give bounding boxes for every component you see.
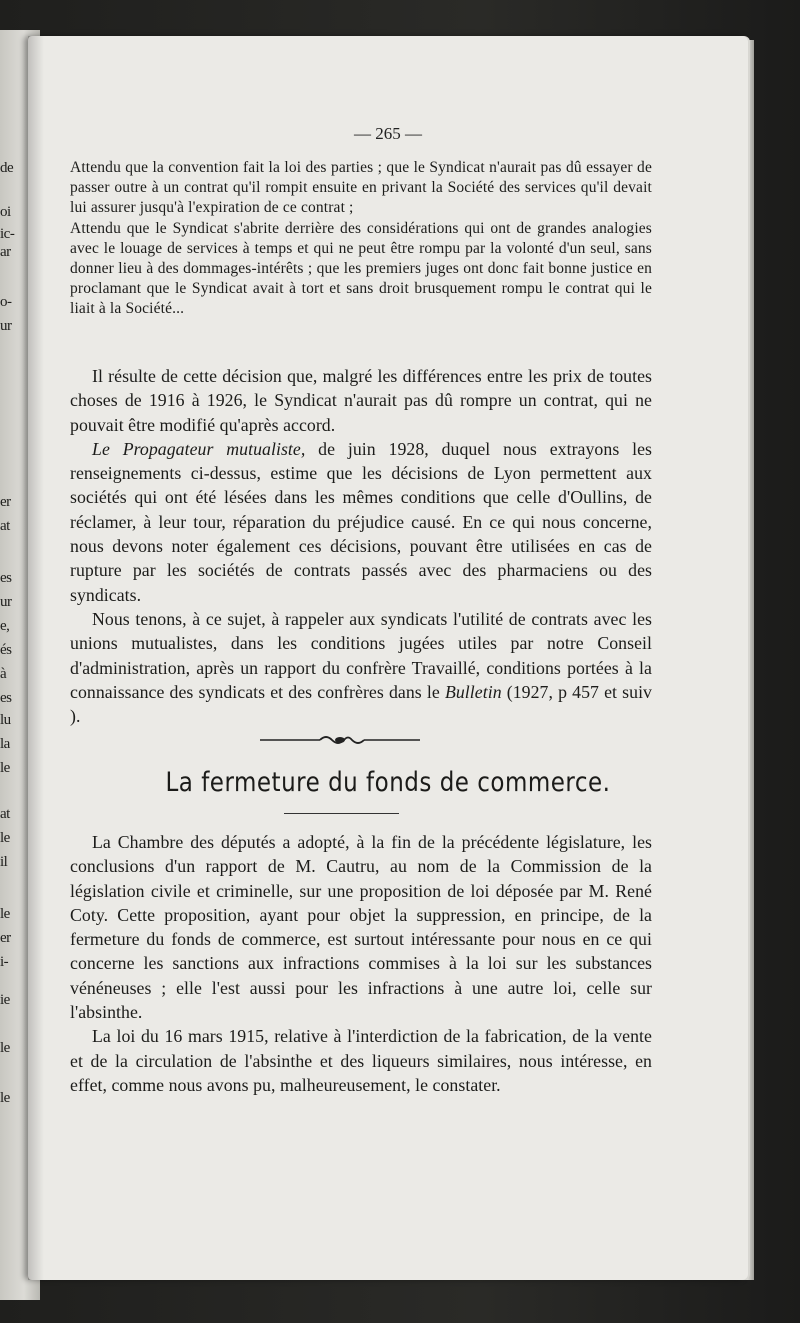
facing-page-fragment: o- [0,294,12,310]
body-paragraph [70,607,652,728]
section-heading: La fermeture du fonds de commerce. [165,768,611,798]
body-paragraph: La loi du 16 mars 1915, relative à l'interdiction de la fabrication, de la vente et de la circulation de l'absinthe et des liqueurs similaires, nous intéresse, en effet, comme nous avons pu, malheureusement, le constater. [70,1026,652,1095]
facing-page-fragment: oi [0,204,11,220]
quote-paragraph: Attendu que le Syndicat s'abrite derrière des considérations qui ont de grandes analogies avec le louage de services à temps et qui ne peut être rompu par la volonté d'un seul, sans donner lieu à des dommages-intérêts ; que les premiers juges ont donc fait bonne justice en proclamant que le Syndicat avait à tort et sans droit brusquement rompu le contrat qui le liait à la Société... [70,219,652,318]
facing-page-fragment: at [0,518,10,534]
facing-page-fragment: ur [0,594,12,610]
publication-title: Bulletin [444,681,502,702]
section-body [70,830,652,1097]
facing-page-fragment: la [0,736,10,752]
page-number: — 265 — [354,124,422,143]
facing-page-fragment: ur [0,318,12,334]
facing-page-fragment: at [0,806,10,822]
facing-page-fragment: es [0,570,12,586]
facing-page-fragment: le [0,1090,10,1106]
body-text-run: (1927, p 457 et suiv ). [70,681,652,727]
body-paragraph: Il résulte de cette décision que, malgré les différences entre les prix de toutes choses de 1916 à 1926, le Syndicat n'aurait pas dû rompre un contrat, qui ne pouvait être modifié qu'après accord. [70,366,652,435]
body-text-run: de juin 1928, duquel nous extrayons les renseignements ci-dessus, estime que les décisions de Lyon permettent aux sociétés qui ont été lésées dans les mêmes conditions que celle d'Oullins, de réclamer, à leur tour, réparation du préjudice causé. En ce qui nous concerne, nous devons noter également ces décisions, pouvant être utilisées en cas de rupture par les sociétés de contrats passés avec des pharmaciens ou des syndicats. [70,438,652,605]
facing-page-fragment: lu [0,712,11,728]
facing-page-fragment: à [0,666,7,682]
quote-paragraph: Attendu que la convention fait la loi des parties ; que le Syndicat n'aurait pas dû essayer de passer outre à un contrat qu'il rompit ensuite en privant la Société des services qu'il devait lui assurer jusqu'à l'expiration de ce contrat ; [70,159,652,217]
decorative-flourish [260,732,420,748]
facing-page-fragment: le [0,906,10,922]
facing-page-fragment: le [0,760,10,776]
facing-page-fragment: le [0,830,10,846]
body-paragraph: La Chambre des députés a adopté, à la fin de la précédente législature, les conclusions d'un rapport de M. Cautru, au nom de la Commission de la législation civile et criminelle, sur une proposition de loi déposée par M. René Coty. Cette proposition, ayant pour objet la suppression, en principe, de la fermeture du fonds de commerce, est surtout intéressante pour nous en ce qui concerne les sanctions aux infractions commises à la loi sur les substances vénéneuses ; elle l'est aussi pour les infractions à une autre loi, celle sur l'absinthe. [70,832,652,1023]
facing-page-fragment: de [0,160,14,176]
facing-page-fragment: i- [0,954,9,970]
facing-page-fragment: le [0,1040,10,1056]
facing-page-fragment: er [0,930,11,946]
publication-title: Le Propagateur mutualiste, [92,438,306,459]
facing-page-fragment: és [0,642,12,658]
body-paragraph [70,437,652,607]
heading-underline [284,813,399,814]
body-text-run: Nous tenons, à ce sujet, à rappeler aux syndicats l'utilité de contrats avec les unions mutualistes, dans les conditions jugées utiles par notre Conseil d'administration, après un rapport du confrère Travaillé, conditions portées à la connaissance des syndicats et des confrères dans le [70,608,652,702]
facing-page-fragment: e, [0,618,10,634]
facing-page-fragment: ic- [0,226,15,242]
commentary [70,364,652,728]
facing-page-fragment: ie [0,992,10,1008]
facing-page-fragment: ar [0,244,11,260]
book-page [28,36,748,1280]
facing-page-fragment: il [0,854,8,870]
facing-page-fragment: er [0,494,11,510]
quoted-judgment [70,158,652,320]
facing-page-fragment: es [0,690,12,706]
